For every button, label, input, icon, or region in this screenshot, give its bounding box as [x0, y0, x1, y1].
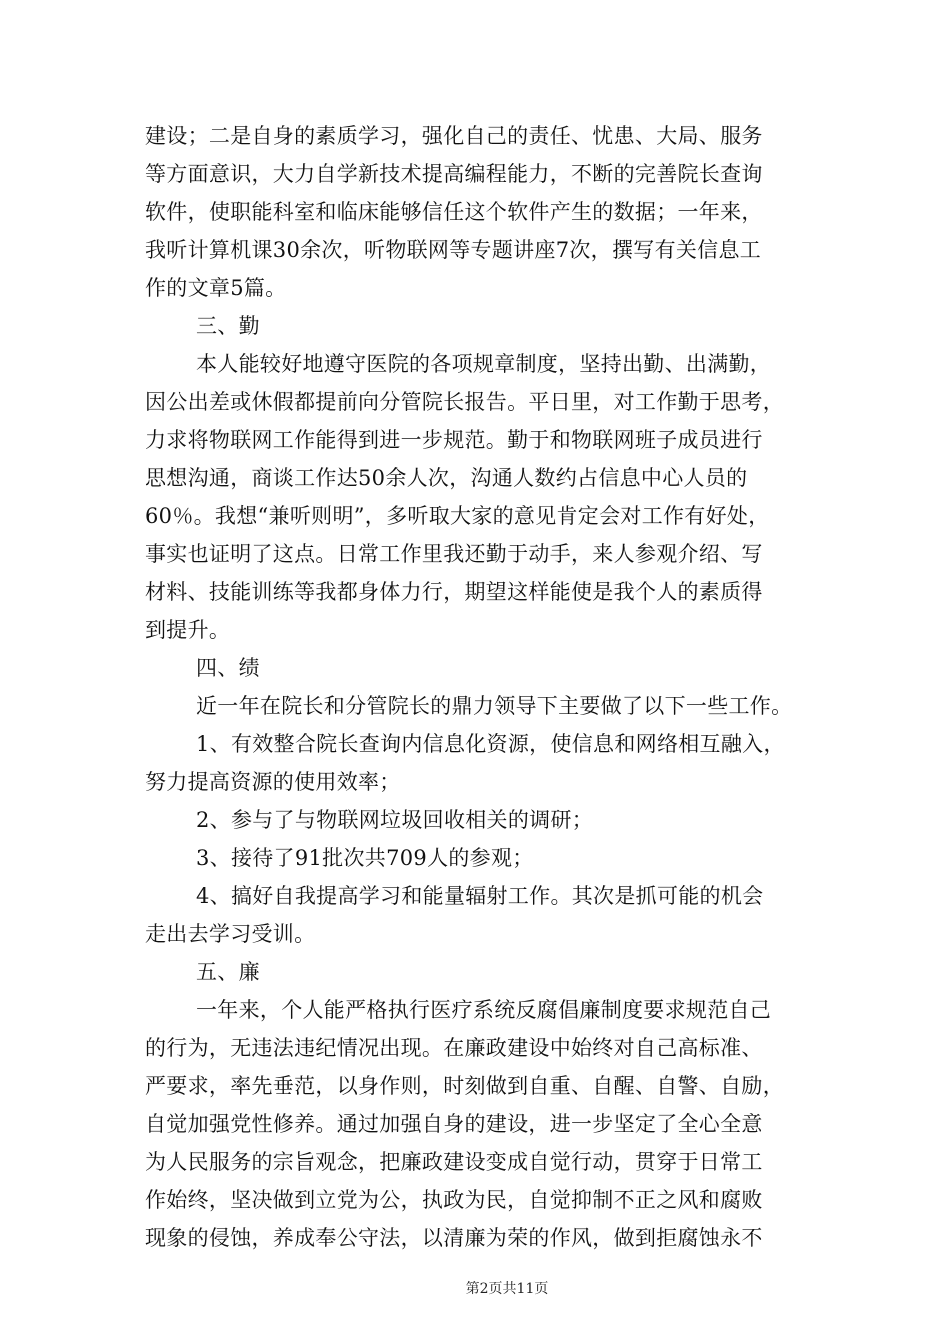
- body-text-line: 努力提高资源的使用效率；: [145, 770, 401, 794]
- body-text-line: 思想沟通，商谈工作达50余人次，沟通人数约占信息中心人员的: [145, 466, 748, 490]
- body-text-line: 自觉加强党性修养。通过加强自身的建设，进一步坚定了全心全意: [145, 1112, 763, 1136]
- body-text-line: 一年来，个人能严格执行医疗系统反腐倡廉制度要求规范自己: [196, 998, 772, 1022]
- body-text-line: 近一年在院长和分管院长的鼎力领导下主要做了以下一些工作。: [196, 694, 793, 718]
- body-text-line: 力求将物联网工作能得到进一步规范。勤于和物联网班子成员进行: [145, 428, 763, 452]
- list-item-2: 2、参与了与物联网垃圾回收相关的调研；: [196, 808, 594, 832]
- body-text-line: 等方面意识，大力自学新技术提高编程能力，不断的完善院长查询: [145, 162, 763, 186]
- section-heading-qin: 三、勤: [196, 314, 260, 338]
- body-text-line: 因公出差或休假都提前向分管院长报告。平日里，对工作勤于思考，: [145, 390, 784, 414]
- body-text-line: 作的文章5篇。: [145, 276, 287, 300]
- section-heading-ji: 四、绩: [196, 656, 260, 680]
- body-text-line: 事实也证明了这点。日常工作里我还勤于动手，来人参观介绍、写: [145, 542, 763, 566]
- body-text-line: 严要求，率先垂范，以身作则，时刻做到自重、自醒、自警、自励，: [145, 1074, 784, 1098]
- list-item-4: 4、搞好自我提高学习和能量辐射工作。其次是抓可能的机会: [196, 884, 764, 908]
- body-text-line: 的行为，无违法违纪情况出现。在廉政建设中始终对自己高标准、: [145, 1036, 763, 1060]
- body-text-line: 走出去学习受训。: [145, 922, 316, 946]
- list-item-1: 1、有效整合院长查询内信息化资源，使信息和网络相互融入，: [196, 732, 785, 756]
- body-text-line: 软件，使职能科室和临床能够信任这个软件产生的数据；一年来，: [145, 200, 763, 224]
- section-heading-lian: 五、廉: [196, 960, 260, 984]
- body-text-line: 材料、技能训练等我都身体力行，期望这样能使是我个人的素质得: [145, 580, 763, 604]
- page-footer: [0, 1279, 950, 1299]
- body-text-line: 建设；二是自身的素质学习，强化自己的责任、忧患、大局、服务: [145, 124, 763, 148]
- body-text-line: 本人能较好地遵守医院的各项规章制度，坚持出勤、出满勤，: [196, 352, 772, 376]
- page-number-label: 第2页共11页: [465, 1281, 549, 1297]
- body-text-line: 60％。我想“兼听则明”，多听取大家的意见肯定会对工作有好处，: [145, 504, 770, 528]
- body-text-line: 作始终，坚决做到立党为公，执政为民，自觉抑制不正之风和腐败: [145, 1188, 763, 1212]
- body-text-line: 到提升。: [145, 618, 231, 642]
- body-text-line: 为人民服务的宗旨观念，把廉政建设变成自觉行动，贯穿于日常工: [145, 1150, 763, 1174]
- list-item-3: 3、接待了91批次共709人的参观；: [196, 846, 534, 870]
- body-text-line: 我听计算机课30余次，听物联网等专题讲座7次，撰写有关信息工: [145, 238, 762, 262]
- body-text-line: 现象的侵蚀，养成奉公守法，以清廉为荣的作风，做到拒腐蚀永不: [145, 1226, 763, 1250]
